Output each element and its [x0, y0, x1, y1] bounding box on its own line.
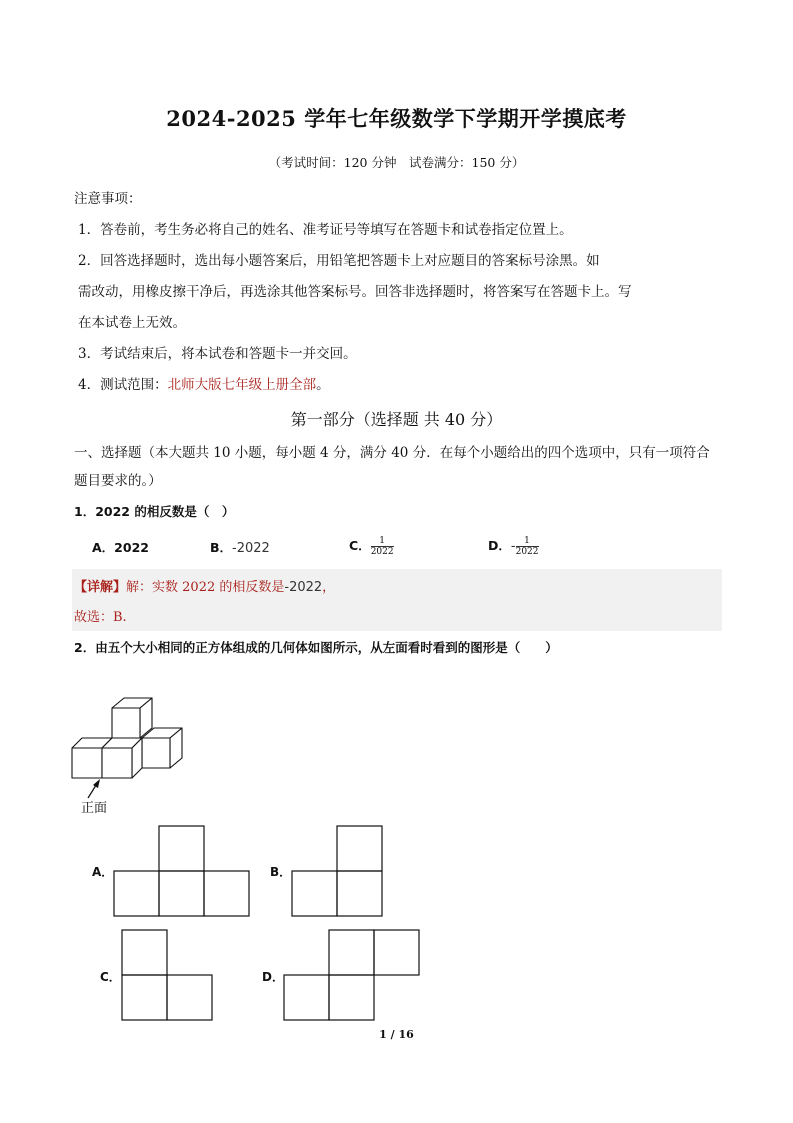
q1-option-d-denominator: 2022 [515, 547, 539, 557]
notice-item-4 [78, 373, 330, 393]
q2-option-b-figure [290, 824, 386, 918]
question-2-stem: 2．由五个大小相同的正方体组成的几何体如图所示，从左面看时看到的图形是（ ） [74, 640, 558, 655]
notice-item-2a: 2．回答选择题时，选出每小题答案后，用铅笔把答题卡上对应题目的答案标号涂黑。如 [78, 253, 600, 269]
solution-text: 解：实数 2022 的相反数是 [126, 580, 285, 595]
q1-option-b-label: B． [210, 540, 233, 555]
q1-solution [74, 576, 335, 595]
q1-option-c-label: C． [349, 538, 371, 553]
notice-item-1: 1．答卷前，考生务必将自己的姓名、准考证号等填写在答题卡和试卷指定位置上。 [78, 222, 573, 238]
test-range: 北师大版七年级上册全部 [167, 377, 317, 393]
q2-option-c-label: C． [100, 970, 121, 984]
q2-option-b-label: B． [270, 865, 292, 879]
q2-option-d-label: D． [262, 970, 284, 984]
notice-item-3: 3．考试结束后，将本试卷和答题卡一并交回。 [78, 346, 357, 362]
solution-value: -2022 [284, 580, 323, 595]
section-instruction-a: 一、选择题（本大题共 10 小题，每小题 4 分，满分 40 分．在每个小题给出的四个选项中，只有一项符合 [74, 445, 710, 461]
notice-heading: 注意事项： [74, 191, 142, 207]
q2-option-c-figure [120, 928, 216, 1022]
q1-option-b-value: -2022 [232, 541, 270, 556]
q1-option-d-sign: - [510, 539, 516, 554]
q1-option-c-numerator: 1 [371, 536, 394, 547]
q1-option-c-fraction [371, 536, 394, 557]
q2-option-a-figure [112, 824, 252, 918]
q1-option-d-numerator: 1 [516, 536, 539, 547]
front-label: 正面 [81, 801, 108, 816]
q1-option-c-denominator: 2022 [370, 547, 394, 557]
q1-option-d [488, 536, 539, 557]
solution-comma: ， [322, 580, 336, 595]
q1-option-a: A．2022 [92, 540, 149, 555]
document-title: 2024-2025 学年七年级数学下学期开学摸底考 [166, 106, 627, 131]
solution-tag: 【详解】 [74, 580, 127, 595]
question-1-stem: 1．2022 的相反数是（ ） [74, 504, 235, 519]
notice-item-4-suffix: 。 [316, 377, 330, 393]
notice-item-2c: 在本试卷上无效。 [78, 315, 186, 331]
q2-option-a-label: A． [92, 865, 114, 879]
q1-option-d-fraction [516, 536, 539, 557]
page-number: 1 / 16 [379, 1028, 414, 1041]
section-instruction-b: 题目要求的。） [74, 473, 162, 489]
q1-option-b [210, 538, 270, 556]
notice-item-4-prefix: 4．测试范围： [78, 377, 168, 393]
q2-option-d-figure [282, 928, 422, 1022]
q1-option-d-label: D． [488, 538, 511, 553]
solution-choice: 故选：B. [74, 610, 127, 625]
exam-info: （考试时间：120 分钟 试卷满分：150 分） [268, 155, 525, 170]
q1-option-c [349, 536, 394, 557]
section-heading: 第一部分（选择题 共 40 分） [290, 410, 503, 429]
notice-item-2b: 需改动，用橡皮擦干净后，再选涂其他答案标号。回答非选择题时，将答案写在答题卡上。写 [78, 284, 632, 300]
